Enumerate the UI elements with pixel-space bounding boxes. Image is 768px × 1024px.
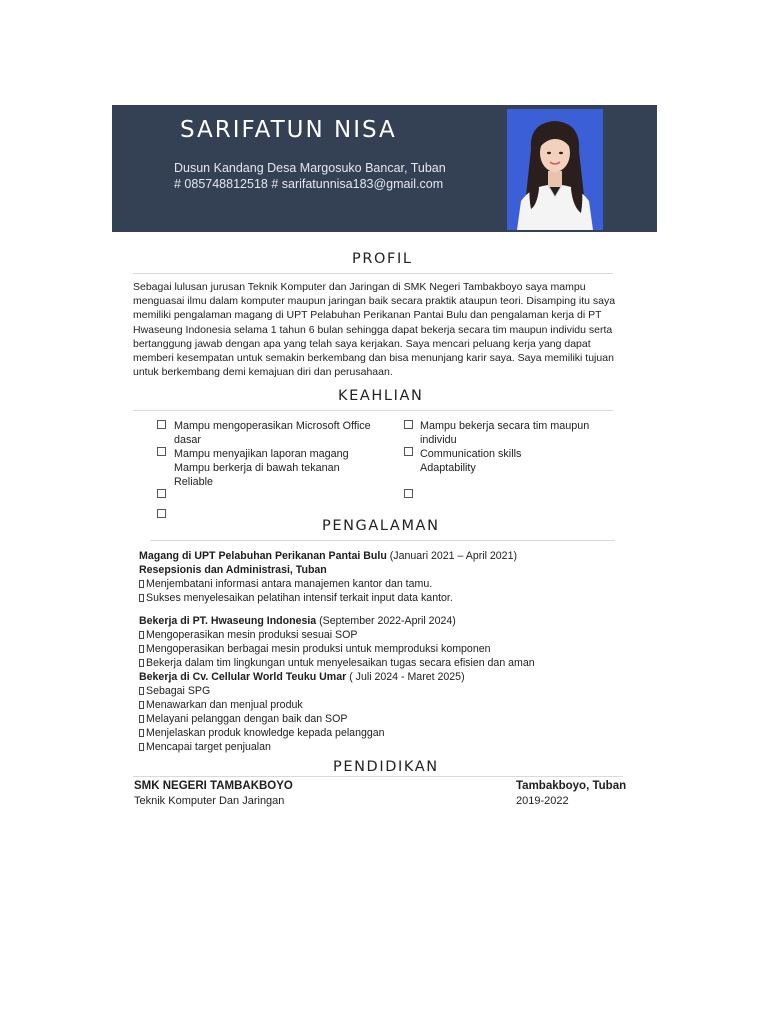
school-location: Tambakboyo, Tuban xyxy=(516,780,627,792)
job-bullet xyxy=(139,712,347,726)
school-years: 2019-2022 xyxy=(516,795,569,807)
profile-line: menguasai ilmu dalam komputer maupun jaringan baik secara praktik ataupun teori. Disamping itu saya xyxy=(133,295,616,308)
skill-item: Reliable xyxy=(174,476,214,488)
job-bullet xyxy=(139,740,271,754)
job-bullet-text: Menawarkan dan menjual produk xyxy=(146,699,303,711)
candidate-contact: # 085748812518 # sarifatunnisa183@gmail.com xyxy=(174,177,444,191)
bullet-icon xyxy=(139,729,144,737)
bullet-icon xyxy=(139,645,144,653)
bullet-icon xyxy=(139,701,144,709)
skill-item: Communication skills xyxy=(420,448,522,460)
bullet-icon xyxy=(139,743,144,751)
skill-checkbox xyxy=(404,489,413,498)
job-bullet-text: Menjelaskan produk knowledge kepada pelanggan xyxy=(146,727,385,739)
resume-header xyxy=(112,105,657,232)
profile-line: Sebagai lulusan jurusan Teknik Komputer dan Jaringan di SMK Negeri Tambakboyo saya mampu xyxy=(133,281,586,293)
profile-summary xyxy=(133,280,638,379)
job-bullet xyxy=(139,628,357,642)
skill-item: dasar xyxy=(174,434,202,446)
skill-item: Mampu menyajikan laporan magang xyxy=(174,448,349,460)
skill-checkbox xyxy=(157,489,166,498)
skill-checkbox xyxy=(404,447,413,456)
job-bullet xyxy=(139,656,535,670)
bullet-icon xyxy=(139,631,144,639)
bullet-icon xyxy=(139,715,144,723)
job-period: ( Juli 2024 - Maret 2025) xyxy=(349,671,465,683)
job-period: (September 2022-April 2024) xyxy=(319,615,456,627)
skill-item: individu xyxy=(420,434,457,446)
job-bullet xyxy=(139,591,453,605)
job-bullet xyxy=(139,577,432,591)
skill-checkbox xyxy=(157,447,166,456)
section-title-keahlian: KEAHLIAN xyxy=(338,388,424,404)
job-bullet-text: Sebagai SPG xyxy=(146,685,211,697)
job-title: Magang di UPT Pelabuhan Perikanan Pantai Bulu xyxy=(139,550,387,562)
bullet-icon xyxy=(139,659,144,667)
job-title: Bekerja di Cv. Cellular World Teuku Umar xyxy=(139,671,347,683)
job-bullet xyxy=(139,684,210,698)
skill-item: Mampu mengoperasikan Microsoft Office xyxy=(174,420,371,432)
candidate-name: SARIFATUN NISA xyxy=(180,117,397,143)
profile-line: Hwaseung Indonesia selama 1 tahun 6 bulan sehingga dapat bekerja secara tim maupun individu serta xyxy=(133,323,613,336)
job-role xyxy=(139,563,327,577)
profile-line: memberi kesempatan untuk semakin berkembang dan bisa menunjang karir saya. Saya memiliki tujuan xyxy=(133,352,614,365)
job-role-text: Resepsionis dan Administrasi, Tuban xyxy=(139,564,327,576)
skill-checkbox xyxy=(404,420,413,429)
job-bullet-text: Bekerja dalam tim lingkungan untuk menyelesaikan tugas secara efisien dan aman xyxy=(146,657,535,669)
skill-item: Mampu berkerja di bawah tekanan xyxy=(174,462,340,474)
job-bullet-text: Mengoperasikan berbagai mesin produksi untuk memproduksi komponen xyxy=(146,643,491,655)
candidate-address: Dusun Kandang Desa Margosuko Bancar, Tuban xyxy=(174,161,446,175)
job-bullet-text: Sukses menyelesaikan pelatihan intensif terkait input data kantor. xyxy=(146,592,453,604)
section-title-profil: PROFIL xyxy=(352,251,413,267)
job-period: (Januari 2021 – April 2021) xyxy=(389,550,517,562)
skill-checkbox xyxy=(157,509,166,518)
skill-checkbox xyxy=(157,420,166,429)
divider xyxy=(150,540,615,541)
skill-item: Adaptability xyxy=(420,462,476,474)
divider xyxy=(133,273,613,274)
school-major: Teknik Komputer Dan Jaringan xyxy=(134,795,285,807)
job-bullet xyxy=(139,726,385,740)
profile-line: bertanggung jawab dengan apa yang telah saya kerjakan. Saya mencari peluang kerja yang dapat xyxy=(133,337,591,350)
bullet-icon xyxy=(139,687,144,695)
job-heading xyxy=(139,614,456,628)
job-bullet-text: Mencapai target penjualan xyxy=(146,741,271,753)
divider xyxy=(133,410,613,411)
section-title-pendidikan: PENDIDIKAN xyxy=(333,759,439,775)
profile-photo xyxy=(507,109,603,230)
school-name: SMK NEGERI TAMBAKBOYO xyxy=(134,780,293,792)
job-bullet-text: Melayani pelanggan dengan baik dan SOP xyxy=(146,713,348,725)
profile-photo-image xyxy=(507,109,603,230)
profile-line: untuk berkembang demi kemajuan diri dan perusahaan. xyxy=(133,366,393,379)
job-title: Bekerja di PT. Hwaseung Indonesia xyxy=(139,615,317,627)
divider xyxy=(133,776,623,777)
section-title-pengalaman: PENGALAMAN xyxy=(322,518,440,534)
job-bullet xyxy=(139,698,303,712)
job-heading xyxy=(139,549,517,563)
bullet-icon xyxy=(139,580,144,588)
job-bullet-text: Mengoperasikan mesin produksi sesuai SOP xyxy=(146,629,358,641)
skill-item: Mampu bekerja secara tim maupun xyxy=(420,420,590,432)
bullet-icon xyxy=(139,594,144,602)
job-heading xyxy=(139,670,465,684)
job-bullet xyxy=(139,642,491,656)
job-bullet-text: Menjembatani informasi antara manajemen kantor dan tamu. xyxy=(146,578,433,590)
profile-line: memiliki pengalaman magang di UPT Pelabuhan Perikanan Pantai Bulu dan pengalaman kerja di PT xyxy=(133,309,602,322)
